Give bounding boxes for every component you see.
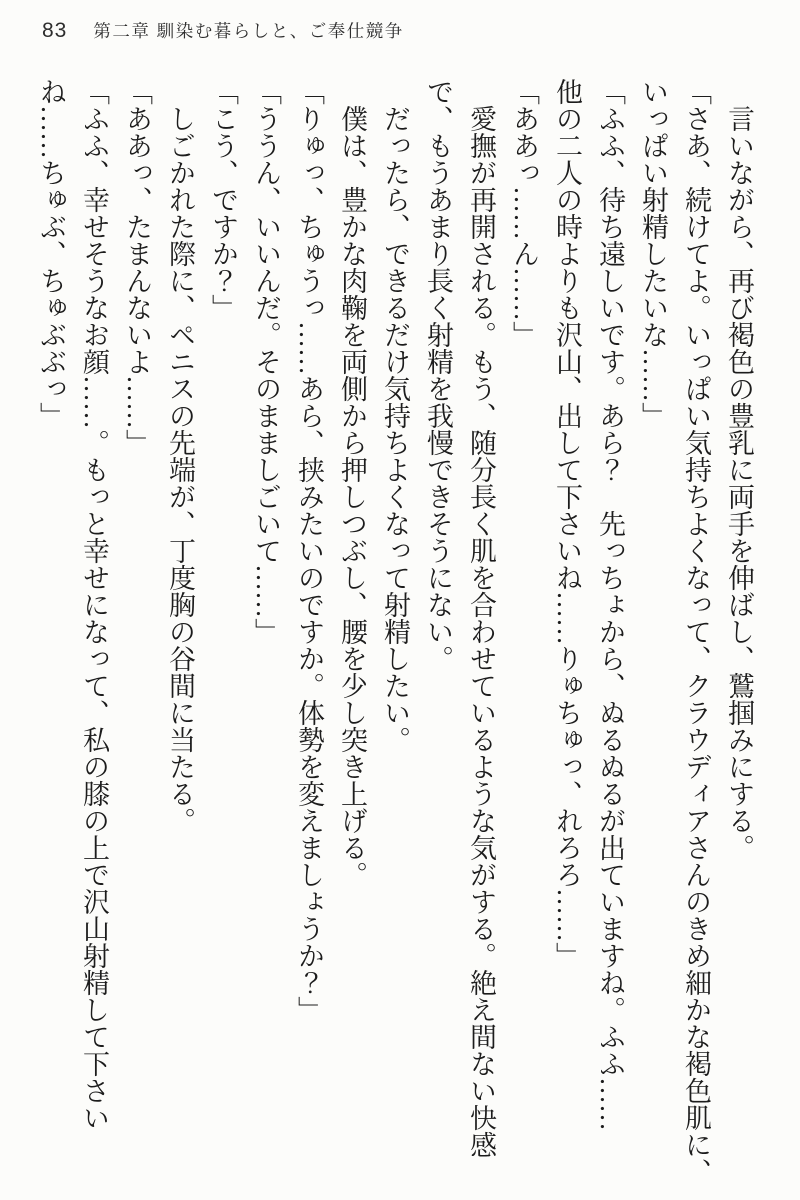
text-line: 「ああっ……ん……」 [509,78,539,348]
text-line: 僕は、豊かな肉鞠を両側から押しつぶし、腰を少し突き上げる。 [337,78,367,888]
text-line: 愛撫が再開される。もう、随分長く肌を合わせているような気がする。絶え間ない快感 [466,78,496,1158]
text-line: だったら、できるだけ気持ちよくなって射精したい。 [380,78,410,753]
page-header [42,18,404,43]
running-head: 第二章 馴染む暮らしと、ご奉仕競争 [93,21,404,41]
text-line: 「さあ、続けてよ。いっぱい気持ちよくなって、クラウディアさんのきめ細かな褐色肌に、 [681,78,711,1185]
text-line: ね……ちゅぶ、ちゅぶぶっ」 [36,78,66,429]
text-line: 「ふふ、幸せそうなお顔……。もっと幸せになって、私の膝の上で沢山射精して下さい [79,78,109,1131]
text-line: 「こう、ですか？」 [208,78,238,321]
page-number: 83 [42,19,68,42]
text-line: いっぱい射精したいな……」 [638,78,668,429]
text-line: で、もうあまり長く射精を我慢できそうにない。 [423,78,453,672]
text-line: 他の二人の時よりも沢山、出して下さいね……りゅちゅっ、れろろ……」 [552,78,582,969]
text-line: しごかれた際に、ペニスの先端が、丁度胸の谷間に当たる。 [165,78,195,834]
text-line: 「ふふ、待ち遠しいです。あら？ 先っちょから、ぬるぬるが出ていますね。ふふ…… [595,78,625,1131]
text-line: 「りゅっ、ちゅうっ……あら、挟みたいのですか。体勢を変えましょうか？」 [294,78,324,1023]
text-line: 「ああっ、たまんないよ……」 [122,78,152,456]
text-line: 「ううん、いいんだ。そのまましごいて……」 [251,78,281,645]
text-line: 言いながら、再び褐色の豊乳に両手を伸ばし、鷲掴みにする。 [724,78,754,861]
text-body [29,78,760,1190]
